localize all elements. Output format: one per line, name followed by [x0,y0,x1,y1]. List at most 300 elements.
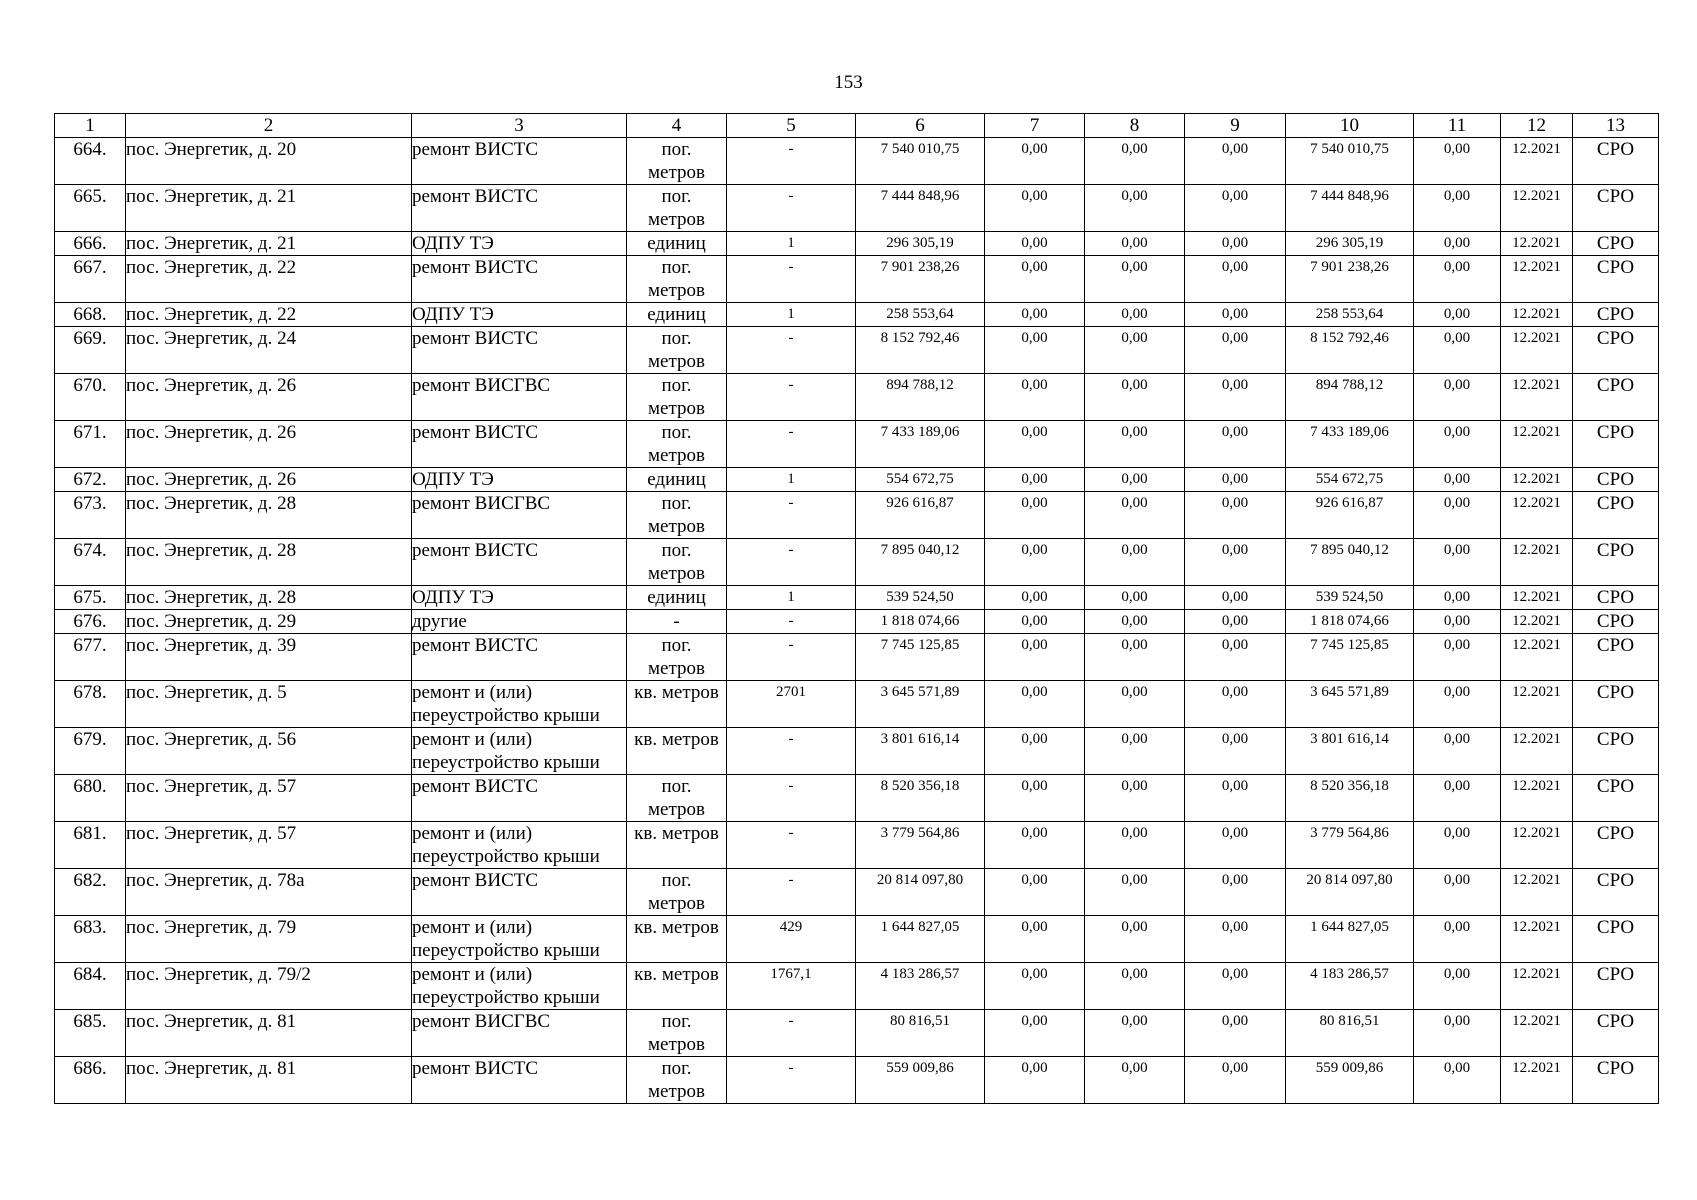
method-cell: СРО [1573,303,1659,327]
work-type-line: переустройство крыши [412,846,600,867]
fund-cell: 0,00 [1185,374,1286,421]
quantity-cell: 1 [727,232,856,256]
fund-cell: 0,00 [985,869,1085,916]
address-cell: пос. Энергетик, д. 21 [126,232,412,256]
work-type-cell [412,963,627,1010]
owner-funds-cell: 3 801 616,14 [1286,728,1414,775]
method-cell: СРО [1573,775,1659,822]
table-row [55,869,1659,916]
table-row [55,822,1659,869]
fund-cell: 0,00 [1085,916,1185,963]
fund-cell: 0,00 [1085,138,1185,185]
unit-line: метров [648,445,705,466]
row-number: 671. [55,421,126,468]
work-type-cell [412,822,627,869]
fund-cell: 0,00 [985,185,1085,232]
fund-cell: 0,00 [1185,327,1286,374]
owner-funds-cell: 1 644 827,05 [1286,916,1414,963]
work-type-line: ремонт ВИСТС [412,422,539,443]
quantity-cell: 2701 [727,681,856,728]
work-type-line: ремонт ВИСТС [412,257,539,278]
quantity-cell: - [727,822,856,869]
unit-line: пог. [661,257,692,278]
deadline-cell: 12.2021 [1501,634,1573,681]
unit-cell [627,492,727,539]
work-type-line: ремонт ВИСТС [412,139,539,160]
table-row [55,303,1659,327]
total-cost-cell: 8 152 792,46 [856,327,985,374]
other-funds-cell: 0,00 [1414,586,1501,610]
owner-funds-cell: 7 433 189,06 [1286,421,1414,468]
owner-funds-cell: 7 901 238,26 [1286,256,1414,303]
unit-cell [627,869,727,916]
work-type-cell [412,1057,627,1104]
unit-cell [627,256,727,303]
repair-schedule-table [54,113,1659,1104]
work-type-line: ремонт ВИСГВС [412,375,551,396]
fund-cell: 0,00 [985,539,1085,586]
row-number: 664. [55,138,126,185]
column-header: 5 [727,114,856,138]
address-cell: пос. Энергетик, д. 22 [126,256,412,303]
row-number: 667. [55,256,126,303]
deadline-cell: 12.2021 [1501,586,1573,610]
fund-cell: 0,00 [1185,586,1286,610]
fund-cell: 0,00 [1085,232,1185,256]
fund-cell: 0,00 [985,421,1085,468]
unit-line: метров [648,563,705,584]
row-number: 681. [55,822,126,869]
table-row [55,138,1659,185]
unit-line: единиц [647,587,706,608]
column-header: 4 [627,114,727,138]
deadline-cell: 12.2021 [1501,610,1573,634]
total-cost-cell: 926 616,87 [856,492,985,539]
fund-cell: 0,00 [1185,303,1286,327]
address-cell: пос. Энергетик, д. 56 [126,728,412,775]
total-cost-cell: 3 645 571,89 [856,681,985,728]
deadline-cell: 12.2021 [1501,822,1573,869]
table-row [55,634,1659,681]
other-funds-cell: 0,00 [1414,185,1501,232]
deadline-cell: 12.2021 [1501,916,1573,963]
deadline-cell: 12.2021 [1501,303,1573,327]
total-cost-cell: 7 745 125,85 [856,634,985,681]
work-type-line: ремонт и (или) [412,682,533,703]
work-type-line: ремонт ВИСТС [412,186,539,207]
fund-cell: 0,00 [985,775,1085,822]
work-type-cell [412,539,627,586]
unit-line: метров [648,516,705,537]
table-row [55,775,1659,822]
fund-cell: 0,00 [1085,586,1185,610]
owner-funds-cell: 7 895 040,12 [1286,539,1414,586]
quantity-cell: - [727,869,856,916]
fund-cell: 0,00 [1185,468,1286,492]
table-row [55,492,1659,539]
fund-cell: 0,00 [985,256,1085,303]
address-cell: пос. Энергетик, д. 28 [126,586,412,610]
method-cell: СРО [1573,421,1659,468]
unit-line: пог. [661,1058,692,1079]
unit-cell [627,634,727,681]
address-cell: пос. Энергетик, д. 26 [126,421,412,468]
address-cell: пос. Энергетик, д. 79/2 [126,963,412,1010]
total-cost-cell: 296 305,19 [856,232,985,256]
column-header: 8 [1085,114,1185,138]
column-header: 1 [55,114,126,138]
fund-cell: 0,00 [1185,916,1286,963]
other-funds-cell: 0,00 [1414,468,1501,492]
row-number: 679. [55,728,126,775]
fund-cell: 0,00 [1085,963,1185,1010]
fund-cell: 0,00 [1085,610,1185,634]
other-funds-cell: 0,00 [1414,916,1501,963]
unit-cell [627,232,727,256]
address-cell: пос. Энергетик, д. 24 [126,327,412,374]
unit-line: пог. [661,328,692,349]
owner-funds-cell: 7 745 125,85 [1286,634,1414,681]
owner-funds-cell: 554 672,75 [1286,468,1414,492]
method-cell: СРО [1573,1010,1659,1057]
quantity-cell: 1767,1 [727,963,856,1010]
quantity-cell: - [727,539,856,586]
other-funds-cell: 0,00 [1414,256,1501,303]
work-type-cell [412,327,627,374]
fund-cell: 0,00 [985,681,1085,728]
row-number: 676. [55,610,126,634]
work-type-cell [412,303,627,327]
work-type-line: другие [412,611,467,632]
column-header: 6 [856,114,985,138]
work-type-line: ремонт и (или) [412,823,533,844]
work-type-line: ремонт ВИСТС [412,328,539,349]
total-cost-cell: 7 895 040,12 [856,539,985,586]
table-row [55,327,1659,374]
fund-cell: 0,00 [1185,232,1286,256]
method-cell: СРО [1573,468,1659,492]
unit-line: метров [648,398,705,419]
fund-cell: 0,00 [985,492,1085,539]
method-cell: СРО [1573,822,1659,869]
total-cost-cell: 7 901 238,26 [856,256,985,303]
other-funds-cell: 0,00 [1414,728,1501,775]
deadline-cell: 12.2021 [1501,775,1573,822]
unit-line: единиц [647,304,706,325]
unit-line: пог. [661,186,692,207]
work-type-cell [412,1010,627,1057]
unit-cell [627,1057,727,1104]
unit-line: кв. метров [634,682,719,703]
unit-line: кв. метров [634,917,719,938]
deadline-cell: 12.2021 [1501,327,1573,374]
unit-line: кв. метров [634,729,719,750]
fund-cell: 0,00 [985,138,1085,185]
work-type-cell [412,256,627,303]
fund-cell: 0,00 [1085,374,1185,421]
column-header: 10 [1286,114,1414,138]
work-type-cell [412,610,627,634]
owner-funds-cell: 296 305,19 [1286,232,1414,256]
fund-cell: 0,00 [1185,869,1286,916]
fund-cell: 0,00 [1085,822,1185,869]
quantity-cell: - [727,256,856,303]
work-type-cell [412,374,627,421]
row-number: 680. [55,775,126,822]
address-cell: пос. Энергетик, д. 20 [126,138,412,185]
total-cost-cell: 894 788,12 [856,374,985,421]
fund-cell: 0,00 [985,586,1085,610]
deadline-cell: 12.2021 [1501,468,1573,492]
table-row [55,586,1659,610]
unit-line: пог. [661,375,692,396]
row-number: 684. [55,963,126,1010]
unit-line: кв. метров [634,964,719,985]
total-cost-cell: 7 433 189,06 [856,421,985,468]
owner-funds-cell: 258 553,64 [1286,303,1414,327]
method-cell: СРО [1573,185,1659,232]
work-type-cell [412,916,627,963]
row-number: 670. [55,374,126,421]
fund-cell: 0,00 [1185,634,1286,681]
fund-cell: 0,00 [1185,1057,1286,1104]
unit-line: метров [648,209,705,230]
method-cell: СРО [1573,256,1659,303]
work-type-line: ОДПУ ТЭ [412,469,494,490]
unit-line: пог. [661,540,692,561]
work-type-line: переустройство крыши [412,987,600,1008]
other-funds-cell: 0,00 [1414,138,1501,185]
unit-line: - [673,611,680,632]
row-number: 665. [55,185,126,232]
column-header: 3 [412,114,627,138]
unit-line: кв. метров [634,823,719,844]
deadline-cell: 12.2021 [1501,869,1573,916]
address-cell: пос. Энергетик, д. 26 [126,374,412,421]
row-number: 672. [55,468,126,492]
other-funds-cell: 0,00 [1414,869,1501,916]
fund-cell: 0,00 [1085,185,1185,232]
total-cost-cell: 554 672,75 [856,468,985,492]
other-funds-cell: 0,00 [1414,1010,1501,1057]
work-type-line: переустройство крыши [412,752,600,773]
fund-cell: 0,00 [985,232,1085,256]
work-type-cell [412,185,627,232]
work-type-line: ОДПУ ТЭ [412,233,494,254]
unit-line: метров [648,280,705,301]
fund-cell: 0,00 [1085,256,1185,303]
column-header: 11 [1414,114,1501,138]
owner-funds-cell: 539 524,50 [1286,586,1414,610]
fund-cell: 0,00 [1085,421,1185,468]
quantity-cell: - [727,634,856,681]
quantity-cell: - [727,775,856,822]
quantity-cell: - [727,728,856,775]
fund-cell: 0,00 [1185,728,1286,775]
address-cell: пос. Энергетик, д. 21 [126,185,412,232]
work-type-line: ремонт ВИСТС [412,635,539,656]
row-number: 675. [55,586,126,610]
quantity-cell: 1 [727,586,856,610]
other-funds-cell: 0,00 [1414,634,1501,681]
fund-cell: 0,00 [1185,421,1286,468]
fund-cell: 0,00 [1085,869,1185,916]
fund-cell: 0,00 [985,822,1085,869]
address-cell: пос. Энергетик, д. 79 [126,916,412,963]
column-header: 2 [126,114,412,138]
row-number: 666. [55,232,126,256]
work-type-line: ремонт ВИСТС [412,1058,539,1079]
work-type-cell [412,728,627,775]
fund-cell: 0,00 [985,468,1085,492]
fund-cell: 0,00 [985,327,1085,374]
table-row [55,963,1659,1010]
work-type-line: ремонт ВИСГВС [412,493,551,514]
work-type-line: ремонт и (или) [412,729,533,750]
owner-funds-cell: 926 616,87 [1286,492,1414,539]
unit-cell [627,728,727,775]
other-funds-cell: 0,00 [1414,681,1501,728]
total-cost-cell: 20 814 097,80 [856,869,985,916]
total-cost-cell: 8 520 356,18 [856,775,985,822]
row-number: 677. [55,634,126,681]
fund-cell: 0,00 [985,1057,1085,1104]
quantity-cell: - [727,610,856,634]
work-type-line: ремонт и (или) [412,917,533,938]
method-cell: СРО [1573,916,1659,963]
fund-cell: 0,00 [985,303,1085,327]
other-funds-cell: 0,00 [1414,775,1501,822]
method-cell: СРО [1573,232,1659,256]
work-type-cell [412,634,627,681]
work-type-cell [412,138,627,185]
table-row [55,539,1659,586]
fund-cell: 0,00 [1085,634,1185,681]
unit-cell [627,681,727,728]
work-type-line: ОДПУ ТЭ [412,304,494,325]
quantity-cell: - [727,327,856,374]
fund-cell: 0,00 [985,963,1085,1010]
unit-cell [627,610,727,634]
total-cost-cell: 559 009,86 [856,1057,985,1104]
quantity-cell: - [727,421,856,468]
unit-line: пог. [661,493,692,514]
table-row [55,232,1659,256]
fund-cell: 0,00 [1085,327,1185,374]
table-row [55,1010,1659,1057]
unit-cell [627,468,727,492]
page-number: 153 [834,72,863,93]
table-row [55,1057,1659,1104]
deadline-cell: 12.2021 [1501,681,1573,728]
fund-cell: 0,00 [1085,1057,1185,1104]
deadline-cell: 12.2021 [1501,374,1573,421]
unit-cell [627,539,727,586]
unit-cell [627,138,727,185]
fund-cell: 0,00 [1085,468,1185,492]
fund-cell: 0,00 [985,728,1085,775]
owner-funds-cell: 894 788,12 [1286,374,1414,421]
row-number: 683. [55,916,126,963]
deadline-cell: 12.2021 [1501,138,1573,185]
fund-cell: 0,00 [1185,539,1286,586]
owner-funds-cell: 3 779 564,86 [1286,822,1414,869]
other-funds-cell: 0,00 [1414,492,1501,539]
unit-line: метров [648,1034,705,1055]
fund-cell: 0,00 [1085,303,1185,327]
column-header: 7 [985,114,1085,138]
unit-line: пог. [661,422,692,443]
other-funds-cell: 0,00 [1414,303,1501,327]
table-row [55,374,1659,421]
unit-line: пог. [661,139,692,160]
method-cell: СРО [1573,1057,1659,1104]
method-cell: СРО [1573,634,1659,681]
owner-funds-cell: 8 152 792,46 [1286,327,1414,374]
quantity-cell: - [727,138,856,185]
deadline-cell: 12.2021 [1501,539,1573,586]
unit-cell [627,327,727,374]
deadline-cell: 12.2021 [1501,492,1573,539]
unit-line: метров [648,658,705,679]
fund-cell: 0,00 [985,374,1085,421]
unit-cell [627,421,727,468]
row-number: 686. [55,1057,126,1104]
address-cell: пос. Энергетик, д. 57 [126,822,412,869]
deadline-cell: 12.2021 [1501,185,1573,232]
fund-cell: 0,00 [985,610,1085,634]
work-type-line: ремонт ВИСТС [412,870,539,891]
owner-funds-cell: 8 520 356,18 [1286,775,1414,822]
fund-cell: 0,00 [1085,492,1185,539]
unit-line: пог. [661,635,692,656]
method-cell: СРО [1573,327,1659,374]
unit-line: пог. [661,776,692,797]
total-cost-cell: 258 553,64 [856,303,985,327]
row-number: 678. [55,681,126,728]
work-type-cell [412,468,627,492]
method-cell: СРО [1573,681,1659,728]
unit-line: единиц [647,233,706,254]
owner-funds-cell: 4 183 286,57 [1286,963,1414,1010]
row-number: 668. [55,303,126,327]
work-type-line: переустройство крыши [412,705,600,726]
unit-cell [627,586,727,610]
other-funds-cell: 0,00 [1414,232,1501,256]
address-cell: пос. Энергетик, д. 5 [126,681,412,728]
column-header: 12 [1501,114,1573,138]
row-number: 669. [55,327,126,374]
unit-line: метров [648,162,705,183]
header-row [55,114,1659,138]
method-cell: СРО [1573,138,1659,185]
unit-line: единиц [647,469,706,490]
owner-funds-cell: 7 540 010,75 [1286,138,1414,185]
method-cell: СРО [1573,728,1659,775]
work-type-cell [412,232,627,256]
work-type-line: ОДПУ ТЭ [412,587,494,608]
table-row [55,421,1659,468]
work-type-cell [412,586,627,610]
unit-line: пог. [661,1011,692,1032]
deadline-cell: 12.2021 [1501,1010,1573,1057]
total-cost-cell: 539 524,50 [856,586,985,610]
fund-cell: 0,00 [1185,1010,1286,1057]
fund-cell: 0,00 [1185,256,1286,303]
total-cost-cell: 3 801 616,14 [856,728,985,775]
work-type-cell [412,681,627,728]
row-number: 685. [55,1010,126,1057]
